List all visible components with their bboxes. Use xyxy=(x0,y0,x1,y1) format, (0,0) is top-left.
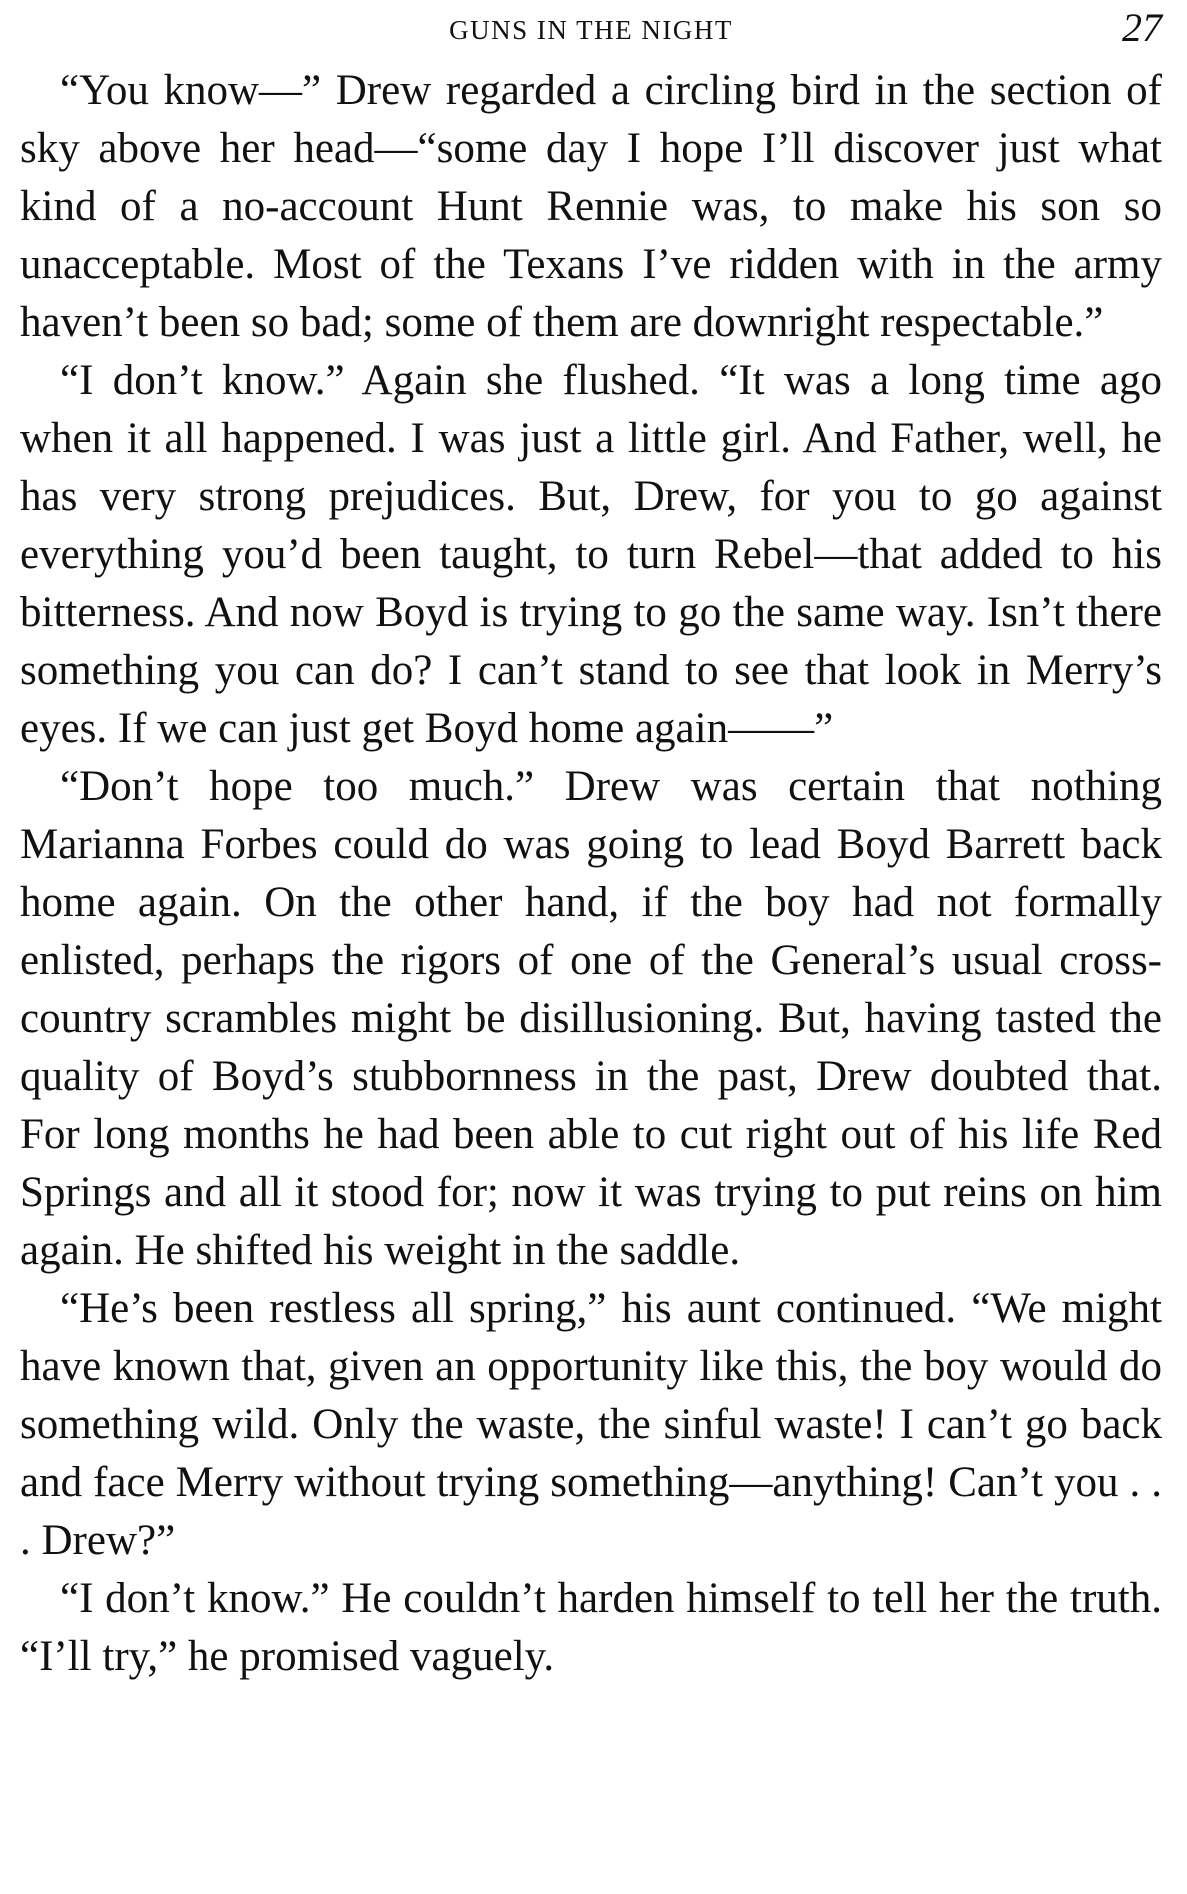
paragraph-2: “I don’t know.” Again she flushed. “It was a long time ago when it all happened. I was just a little girl. And Father, well, he has very strong prejudices. But, Drew, for you to go against everything you’d been taught, to turn Rebel—that added to his bitterness. And now Boyd is trying to go the same way. Isn’t there something you can do? I can’t stand to see that look in Merry’s eyes. If we can just get Boyd home again——” xyxy=(20,357,1162,752)
paragraph-3: “Don’t hope too much.” Drew was certain that nothing Marianna Forbes could do was going to lead Boyd Barrett back home again. On the other hand, if the boy had not formally enlisted, perhaps the rigors of one of the General’s usual cross-country scrambles might be disillusioning. But, having tasted the quality of Boyd’s stubbornness in the past, Drew doubted that. For long months he had been able to cut right out of his life Red Springs and all it stood for; now it was trying to put reins on him again. He shifted his weight in the saddle. xyxy=(20,763,1162,1274)
paragraph-1: “You know—” Drew regarded a circling bird in the section of sky above her head—“some day I hope I’ll discover just what kind of a no-account Hunt Rennie was, to make his son so unacceptable. Most of the Texans I’ve ridden with in the army haven’t been so bad; some of them are downright respectable.” xyxy=(20,67,1162,346)
running-title: GUNS IN THE NIGHT xyxy=(449,15,733,45)
paragraph-4: “He’s been restless all spring,” his aunt continued. “We might have known that, given an opportunity like this, the boy would do something wild. Only the waste, the sinful waste! I can’t go back and face Merry without trying something—anything! Can’t you . . . Drew?” xyxy=(20,1285,1162,1564)
body-text xyxy=(20,62,1162,1686)
paragraph-5: “I don’t know.” He couldn’t harden himself to tell her the truth. “I’ll try,” he promised vaguely. xyxy=(20,1575,1162,1680)
running-head xyxy=(20,0,1162,62)
page-number: 27 xyxy=(1122,5,1162,50)
book-page xyxy=(20,0,1162,1894)
